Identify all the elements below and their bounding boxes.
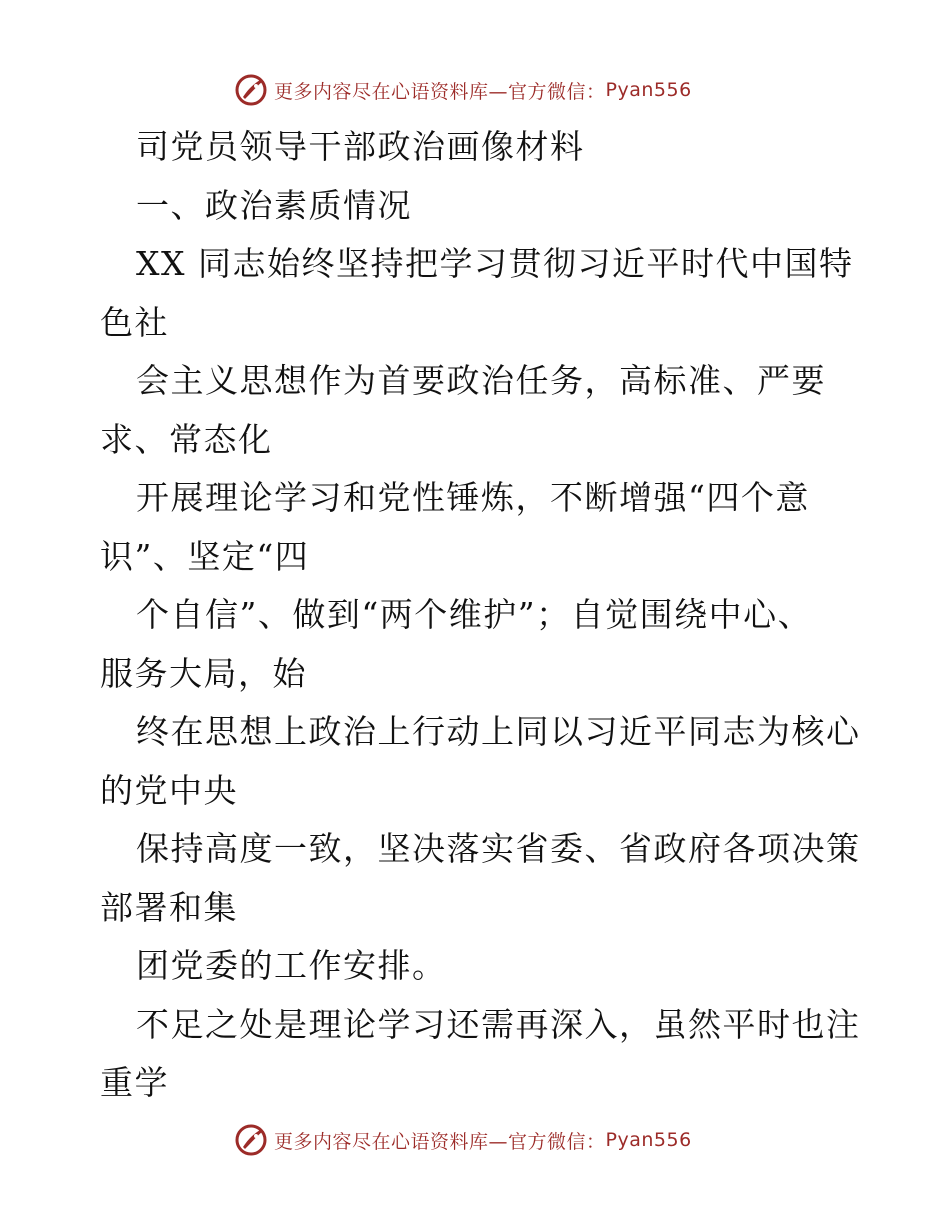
footer-watermark [234, 1122, 692, 1158]
pen-logo-icon [234, 1123, 268, 1157]
header-watermark [234, 72, 692, 108]
watermark-contact: Pyan556 [605, 1129, 692, 1151]
text-line: 服务大局，始 [100, 653, 307, 693]
text-line: 会主义思想作为首要政治任务，高标准、严要 [136, 361, 826, 400]
watermark-contact: Pyan556 [605, 79, 692, 101]
text-line: 识”、坚定“四 [100, 536, 310, 576]
text-line: 个自信”、做到“两个维护”；自觉围绕中心、 [136, 595, 813, 634]
text-line: 团党委的工作安排。 [136, 946, 447, 985]
text-line: 终在思想上政治上行动上同以习近平同志为核心 [136, 712, 861, 751]
text-line: XX 同志始终坚持把学习贯彻习近平时代中国特 [136, 244, 854, 283]
text-line: 色社 [100, 302, 169, 342]
document-body [100, 118, 860, 1113]
watermark-text: 更多内容尽在心语资料库—官方微信： [274, 1130, 606, 1153]
text-line: 求、常态化 [100, 419, 273, 459]
text-line: 的党中央 [100, 770, 238, 810]
document-title: 司党员领导干部政治画像材料 [136, 127, 585, 166]
text-line: 重学 [100, 1063, 169, 1102]
text-line: 不足之处是理论学习还需再深入，虽然平时也注 [136, 1004, 861, 1044]
watermark-text: 更多内容尽在心语资料库—官方微信： [274, 80, 606, 103]
text-line: 保持高度一致，坚决落实省委、省政府各项决策 [136, 829, 861, 868]
text-line: 开展理论学习和党性锤炼，不断增强“四个意 [136, 478, 810, 517]
pen-logo-icon [234, 73, 268, 107]
section-heading: 一、政治素质情况 [136, 185, 412, 225]
text-line: 部署和集 [100, 887, 238, 927]
